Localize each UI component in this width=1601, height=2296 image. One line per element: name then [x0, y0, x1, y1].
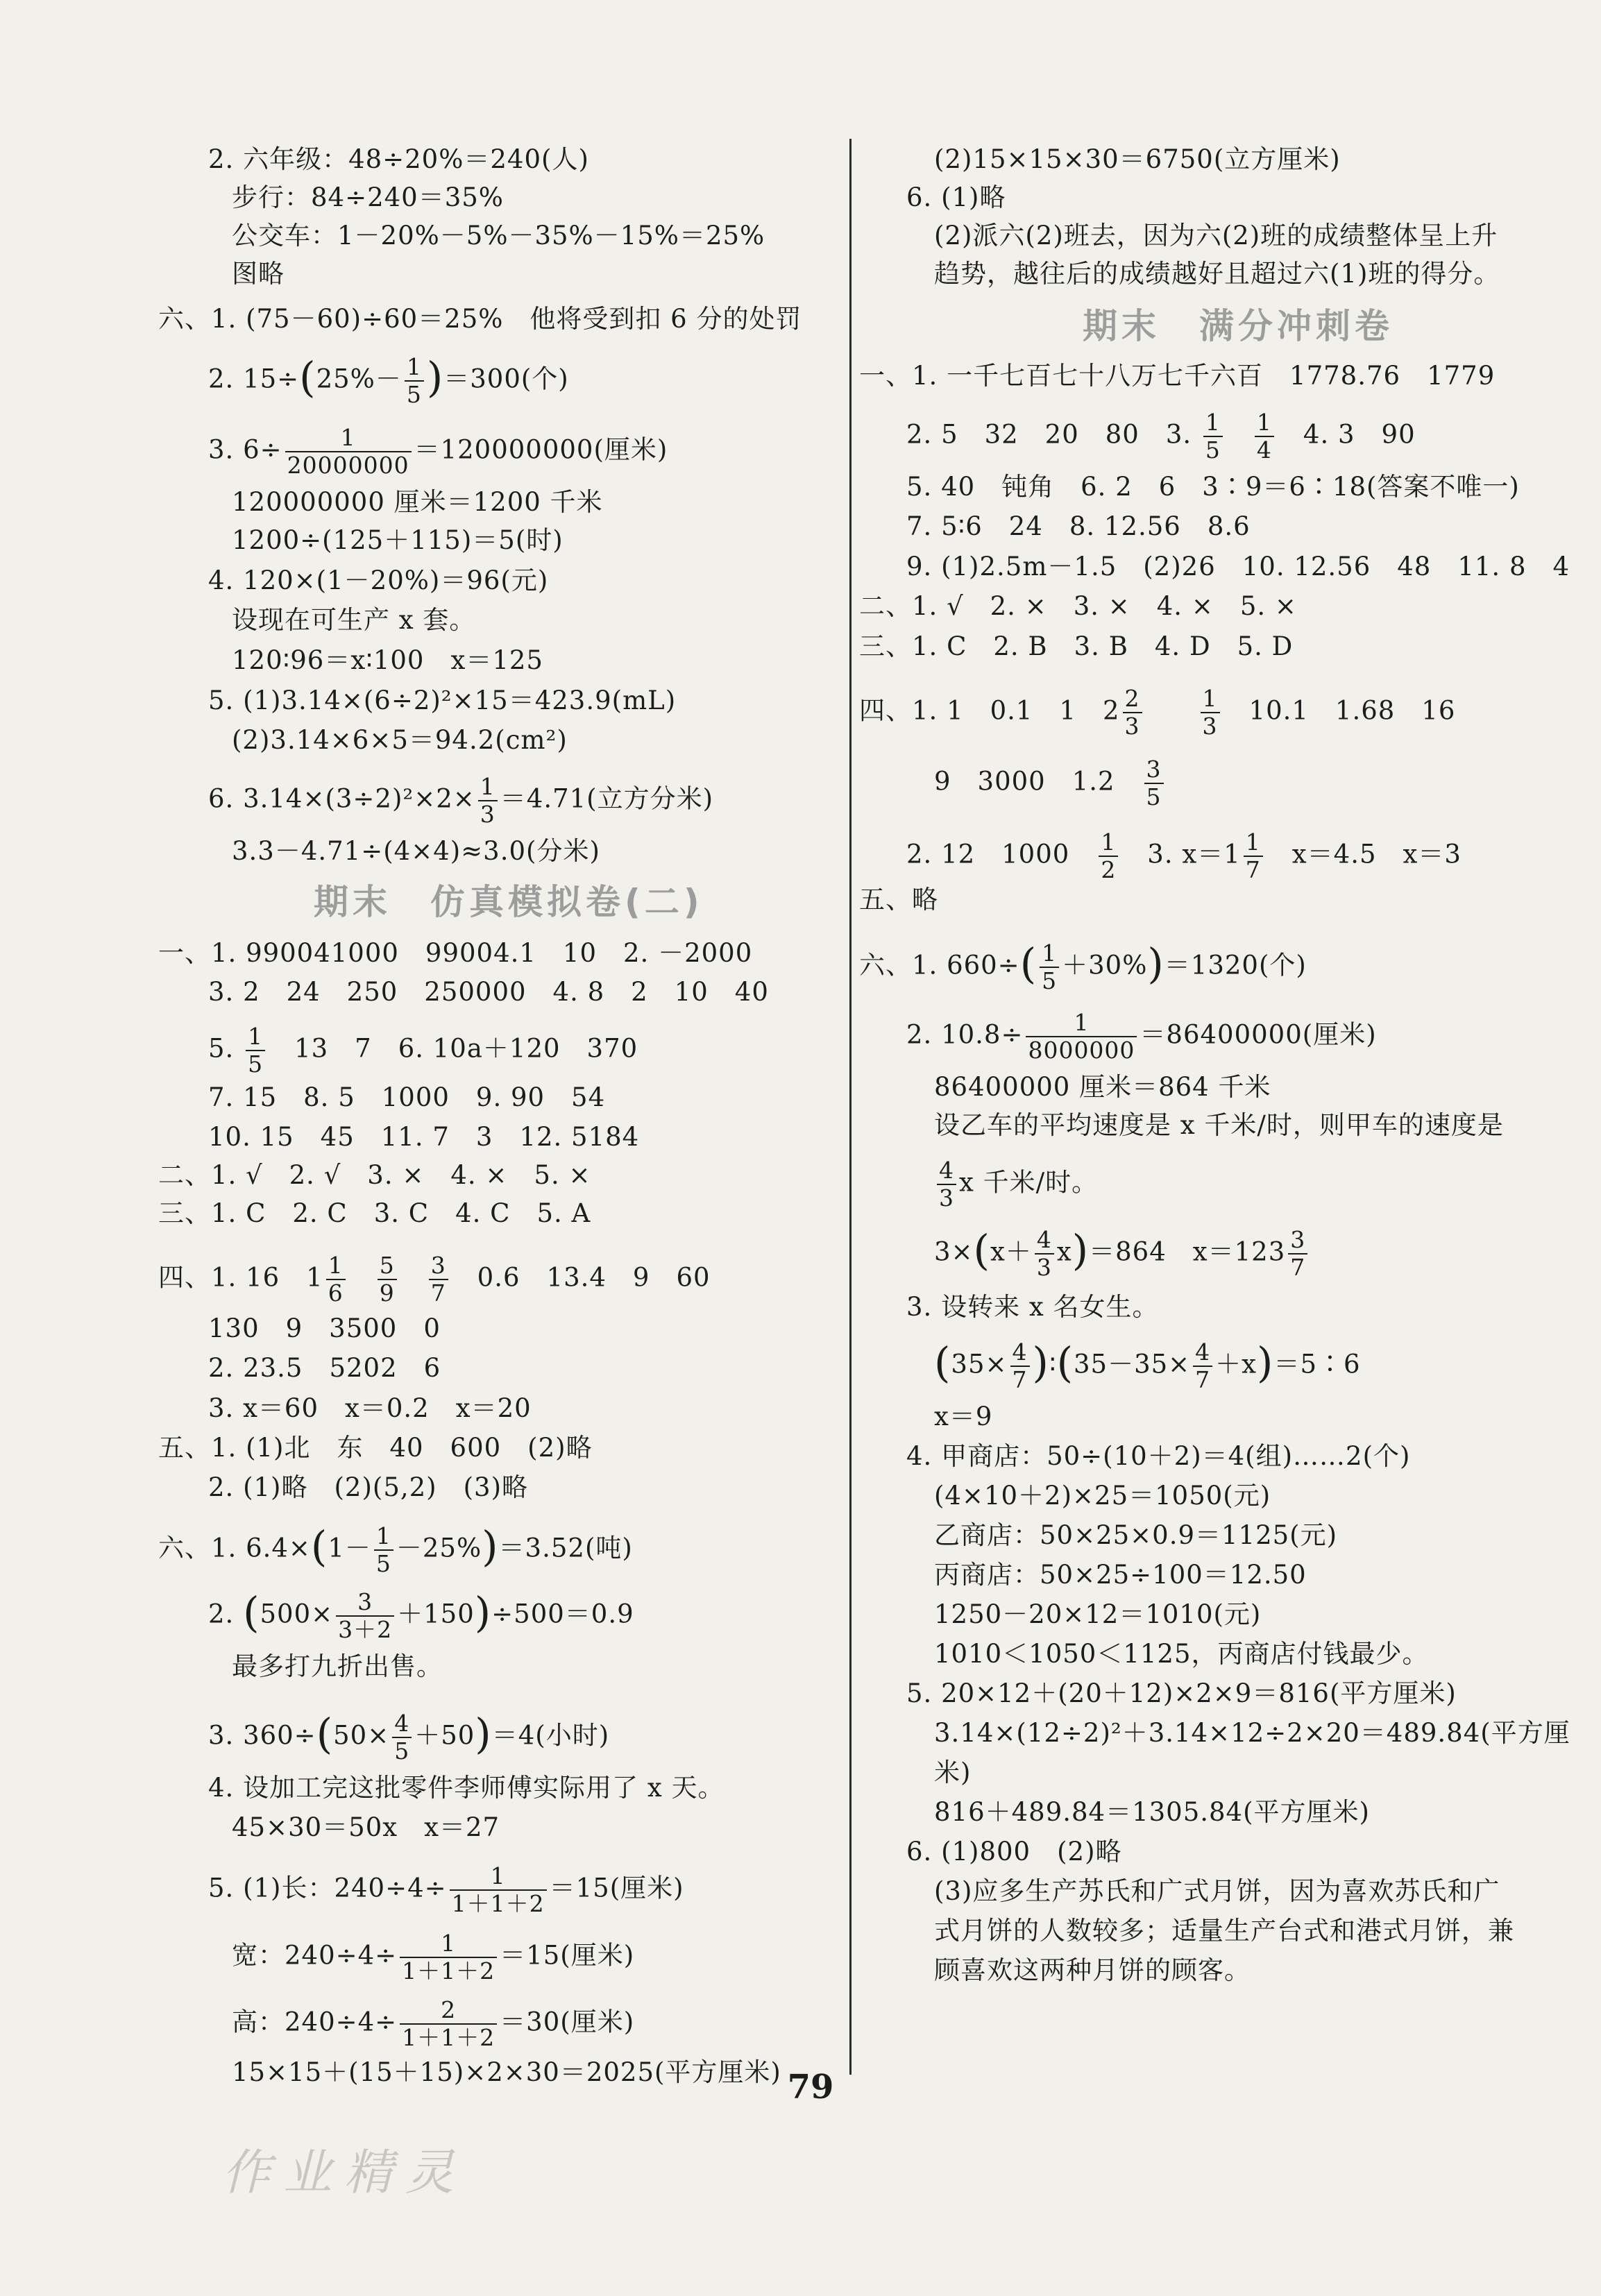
answer-line: 7. 5∶6 24 8. 12.56 8.6 — [906, 511, 1251, 541]
expr-part: 2. — [208, 1599, 244, 1629]
answer-line — [158, 1252, 711, 1307]
expr-part: 四、1. 1 0.1 1 2 — [859, 695, 1120, 726]
answer-line: (35× $\frac{4}{7}$ )∶(35－35× $\frac{4}{7}$ ＋x)＝5∶6 — [934, 1338, 1361, 1393]
answer-line: 设乙车的平均速度是 x 千米/时，则甲车的速度是 — [934, 1110, 1504, 1140]
fraction: $\frac{1}{3}$ — [478, 774, 498, 828]
expr-part: 5. (1)长：240÷4÷ — [208, 1873, 447, 1903]
expr-part: 35－35× — [1074, 1349, 1191, 1379]
answer-line: 五、略 — [859, 885, 938, 915]
answer-line: 一、1. 一千七百七十八万七千六百 1778.76 1779 — [859, 361, 1496, 391]
fraction: $\frac{1}{6}$ — [326, 1252, 346, 1307]
column-divider — [849, 139, 852, 2075]
answer-line: 二、1. √ 2. √ 3. × 4. × 5. × — [158, 1160, 591, 1190]
expr-part: 2. 10.8÷ — [906, 1019, 1024, 1050]
expr-part: ＝4.71(立方分米) — [500, 783, 714, 814]
expr-part: 25%－ — [316, 364, 402, 394]
answer-line: 86400000 厘米＝864 千米 — [934, 1072, 1271, 1102]
fraction: $\frac{2}{3}$ — [1123, 686, 1142, 740]
expr-part: 10.1 1.68 16 — [1222, 695, 1456, 726]
answer-line: (2)15×15×30＝6750(立方厘米) — [934, 144, 1341, 174]
answer-line: 7. 15 8. 5 1000 9. 90 54 — [208, 1082, 606, 1112]
expr-part: 宽：240÷4÷ — [232, 1940, 398, 1971]
expr-part: 500× — [260, 1599, 334, 1629]
answer-line: (2)派六(2)班去，因为六(2)班的成绩整体呈上升 — [934, 221, 1498, 250]
answer-line: 1200÷(125＋115)＝5(时) — [232, 525, 564, 555]
expr-part: ＋50 — [414, 1720, 475, 1751]
expr-part: －25% — [396, 1533, 482, 1563]
expr-part: ＝5∶6 — [1273, 1349, 1361, 1379]
answer-line: 130 9 3500 0 — [208, 1313, 441, 1343]
answer-line: 120∶96＝x∶100 x＝125 — [232, 645, 543, 675]
fraction: $\frac{1}{8000000}$ — [1026, 1010, 1137, 1064]
expr-part: ＝4(小时) — [491, 1720, 610, 1751]
answer-line — [934, 1157, 1098, 1211]
answer-line: 丙商店：50×25÷100＝12.50 — [934, 1560, 1307, 1590]
answer-line: 3. 设转来 x 名女生。 — [906, 1292, 1159, 1322]
answer-line: 乙商店：50×25×0.9＝1125(元) — [934, 1520, 1338, 1550]
answer-line: 5. 20×12＋(20＋12)×2×9＝816(平方厘米) — [906, 1678, 1457, 1708]
expr-part: ＝15(厘米) — [549, 1873, 684, 1903]
expr-part: 4. 3 90 — [1276, 419, 1416, 450]
expr-part: x＝4.5 x＝3 — [1265, 839, 1462, 869]
fraction: $\frac{1}{5}$ — [405, 354, 424, 408]
expr-part: 35× — [951, 1349, 1008, 1379]
expr-part: 2. 12 1000 — [906, 839, 1096, 869]
page-number: 79 — [787, 2068, 834, 2107]
expr-part: ＝15(厘米) — [500, 1940, 635, 1971]
answer-line: 120000000 厘米＝1200 千米 — [232, 487, 603, 517]
expr-part: ＝120000000(厘米) — [414, 434, 668, 465]
expr-part: ＋x — [1215, 1349, 1257, 1379]
fraction: $\frac{1}{7}$ — [1244, 829, 1263, 883]
answer-line — [232, 1997, 634, 2051]
answer-line: 最多打九折出售。 — [232, 1651, 443, 1681]
fraction: $\frac{3}{3+2}$ — [336, 1589, 394, 1643]
answer-line: 3×(x＋ $\frac{4}{3}$ x)＝864 x＝123 $\frac{3}{7}$ — [934, 1227, 1310, 1281]
answer-line: 10. 15 45 11. 7 3 12. 5184 — [208, 1122, 640, 1152]
answer-line: 816＋489.84＝1305.84(平方厘米) — [934, 1797, 1370, 1827]
answer-line: 1250－20×12＝1010(元) — [934, 1599, 1262, 1629]
fraction: $\frac{1}{5}$ — [246, 1023, 265, 1078]
expr-part: 3. x＝1 — [1121, 839, 1241, 869]
expr-part: 9 3000 1.2 — [934, 766, 1142, 797]
expr-part: 50× — [333, 1720, 390, 1751]
expr-part: 1－ — [328, 1533, 371, 1563]
answer-line: 1010＜1050＜1125，丙商店付钱最少。 — [934, 1639, 1429, 1669]
expr-part: ＝30(厘米) — [500, 2007, 635, 2037]
fraction: $\frac{1}{3}$ — [1201, 686, 1220, 740]
answer-line: (4×10＋2)×25＝1050(元) — [934, 1481, 1271, 1511]
answer-line — [859, 686, 1455, 740]
expr-part: x — [1056, 1236, 1072, 1267]
expr-part: ＝3.52(吨) — [498, 1533, 633, 1563]
answer-line: 3.14×(12÷2)²＋3.14×12÷2×20＝489.84(平方厘 — [934, 1718, 1570, 1748]
answer-line: 2. 六年级：48÷20%＝240(人) — [208, 144, 589, 174]
answer-line: 3. x＝60 x＝0.2 x＝20 — [208, 1393, 532, 1423]
answer-line: 米) — [934, 1758, 972, 1787]
answer-line: 15×15＋(15＋15)×2×30＝2025(平方厘米) — [232, 2057, 781, 2087]
answer-line: 六、1. (75－60)÷60＝25% 他将受到扣 6 分的处罚 — [158, 304, 802, 334]
expr-part: ＋30% — [1062, 950, 1148, 980]
fraction: $\frac{3}{7}$ — [1288, 1227, 1307, 1281]
expr-part: 2. 15÷ — [208, 364, 300, 394]
section-title: 期末 满分冲刺卷 — [1083, 306, 1394, 346]
answer-line: 一、1. 990041000 99004.1 10 2. －2000 — [158, 938, 753, 968]
answer-line: 三、1. C 2. C 3. C 4. C 5. A — [158, 1198, 591, 1228]
fraction: $\frac{1}{1+1+2}$ — [450, 1863, 547, 1917]
answer-line: 4. 设加工完这批零件李师傅实际用了 x 天。 — [208, 1773, 725, 1803]
answer-line — [208, 425, 668, 479]
answer-line: 2. (1)略 (2)(5,2) (3)略 — [208, 1472, 529, 1502]
expr-part: 六、1. 660÷ — [859, 950, 1020, 980]
fraction: $\frac{1}{5}$ — [374, 1523, 393, 1577]
fraction: $\frac{3}{7}$ — [429, 1252, 448, 1307]
answer-line — [208, 1023, 638, 1078]
fraction: $\frac{3}{5}$ — [1144, 756, 1164, 810]
answer-line: 二、1. √ 2. × 3. × 4. × 5. × — [859, 591, 1297, 621]
answer-line: 2. 23.5 5202 6 — [208, 1353, 441, 1383]
answer-line: 9. (1)2.5m－1.5 (2)26 10. 12.56 48 11. 8 4 — [906, 552, 1570, 581]
fraction: $\frac{4}{5}$ — [392, 1710, 412, 1764]
answer-line: (3)应多生产苏氏和广式月饼，因为喜欢苏氏和广 — [934, 1876, 1500, 1906]
answer-line: 趋势，越往后的成绩越好且超过六(1)班的得分。 — [934, 259, 1500, 289]
fraction: $\frac{1}{5}$ — [1040, 940, 1059, 994]
expr-part: 3. 360÷ — [208, 1720, 316, 1751]
answer-line: 2. 15÷(25%－ $\frac{1}{5}$ )＝300(个) — [208, 353, 569, 408]
fraction: $\frac{2}{1+1+2}$ — [400, 1997, 497, 2051]
answer-line: (2)3.14×6×5＝94.2(cm²) — [232, 725, 568, 755]
expr-part: 5. — [208, 1033, 244, 1064]
answer-line: 2. (500× $\frac{3}{3+2}$ ＋150)÷500＝0.9 — [208, 1588, 634, 1643]
fraction: $\frac{1}{4}$ — [1255, 409, 1274, 464]
fraction: $\frac{5}{9}$ — [378, 1252, 397, 1307]
answer-line: 六、1. 6.4×(1－ $\frac{1}{5}$ －25%)＝3.52(吨) — [158, 1522, 633, 1577]
answer-line — [906, 1010, 1377, 1064]
answer-line: 3.3－4.71÷(4×4)≈3.0(分米) — [232, 836, 600, 866]
expr-part: 3× — [934, 1236, 974, 1267]
answer-line: 步行：84÷240＝35% — [232, 182, 504, 212]
expr-part: 13 7 6. 10a＋120 370 — [268, 1033, 638, 1064]
answer-line: 五、1. (1)北 东 40 600 (2)略 — [158, 1433, 593, 1463]
answer-line: 式月饼的人数较多；适量生产台式和港式月饼，兼 — [934, 1916, 1514, 1946]
answer-line — [934, 756, 1167, 810]
answer-line: 4. 甲商店：50÷(10＋2)＝4(组)……2(个) — [906, 1441, 1411, 1471]
expr-part: ＝864 x＝123 — [1089, 1236, 1286, 1267]
answer-line: 公交车：1－20%－5%－35%－15%＝25% — [232, 221, 765, 250]
expr-part: 四、1. 16 1 — [158, 1262, 323, 1293]
expr-part: x 千米/时。 — [959, 1167, 1099, 1198]
answer-line: 5. (1)3.14×(6÷2)²×15＝423.9(mL) — [208, 686, 677, 715]
answer-line: 45×30＝50x x＝27 — [232, 1812, 500, 1842]
answer-line: 6. (1)800 (2)略 — [906, 1837, 1122, 1866]
answer-line: 三、1. C 2. B 3. B 4. D 5. D — [859, 631, 1294, 661]
answer-line — [208, 774, 713, 828]
expr-part: ＋150 — [397, 1599, 475, 1629]
fraction: $\frac{1}{1+1+2}$ — [400, 1930, 497, 1984]
answer-line: 5. 40 钝角 6. 2 6 3∶9＝6∶18(答案不唯一) — [906, 472, 1520, 502]
expr-part: ＝86400000(厘米) — [1140, 1019, 1377, 1050]
expr-part: ÷500＝0.9 — [491, 1599, 634, 1629]
answer-line: 6. (1)略 — [906, 182, 1006, 212]
expr-part: 6. 3.14×(3÷2)²×2× — [208, 783, 475, 814]
fraction: $\frac{4}{3}$ — [1035, 1227, 1054, 1281]
expr-part: 3. 6÷ — [208, 434, 282, 465]
section-title: 期末 仿真模拟卷(二) — [314, 882, 704, 922]
answer-line — [906, 409, 1416, 464]
fraction: $\frac{4}{7}$ — [1010, 1339, 1030, 1393]
expr-part: 高：240÷4÷ — [232, 2007, 398, 2037]
expr-part: 2. 5 32 20 80 3. — [906, 419, 1201, 450]
answer-line: x＝9 — [934, 1402, 993, 1431]
fraction: $\frac{1}{20000000}$ — [285, 425, 412, 479]
expr-part: ＝1320(个) — [1164, 950, 1307, 980]
answer-line — [906, 829, 1462, 883]
answer-line: 3. 360÷(50× $\frac{4}{5}$ ＋50)＝4(小时) — [208, 1710, 610, 1764]
answer-line: 4. 120×(1－20%)＝96(元) — [208, 566, 549, 595]
fraction: $\frac{4}{3}$ — [937, 1157, 956, 1211]
answer-line: 3. 2 24 250 250000 4. 8 2 10 40 — [208, 977, 769, 1007]
expr-part: 0.6 13.4 9 60 — [450, 1262, 711, 1293]
expr-part: ∶ — [1049, 1349, 1057, 1379]
answer-line — [208, 1863, 684, 1917]
answer-line: 顾喜欢这两种月饼的顾客。 — [934, 1955, 1251, 1985]
watermark-logo: 作业精灵 — [222, 2144, 466, 2201]
answer-line: 图略 — [232, 259, 285, 289]
answer-line: 六、1. 660÷( $\frac{1}{5}$ ＋30%)＝1320(个) — [859, 939, 1307, 994]
answer-line: 设现在可生产 x 套。 — [232, 605, 476, 635]
expr-part: 六、1. 6.4× — [158, 1533, 311, 1563]
expr-part: x＋ — [990, 1236, 1032, 1267]
fraction: $\frac{1}{2}$ — [1099, 829, 1118, 883]
answer-line — [232, 1930, 634, 1984]
fraction: $\frac{1}{5}$ — [1203, 409, 1223, 464]
fraction: $\frac{4}{7}$ — [1193, 1339, 1212, 1393]
expr-part: ＝300(个) — [443, 364, 569, 394]
